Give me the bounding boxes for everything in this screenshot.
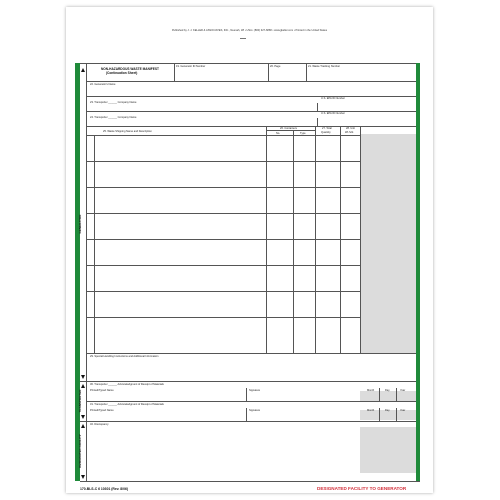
label-signature-31: Signature — [249, 409, 261, 412]
label-year-31: Year — [400, 409, 406, 412]
col-containers-no: No. — [276, 131, 281, 135]
shaded-cell-30 — [360, 391, 416, 401]
field-discrepancy[interactable]: 32. Discrepancy — [90, 423, 109, 426]
field-generator-name[interactable]: 22. Generator's Name — [90, 83, 116, 86]
field-transporter-31[interactable]: 31. Transporter ______ Acknowledgment of Receipt of Materials — [90, 403, 164, 406]
label-printed-name-31: Printed/Typed Name — [90, 409, 114, 412]
label-signature-30: Signature — [249, 389, 261, 392]
label-day-30: Day — [385, 389, 390, 392]
field-tracking-number[interactable]: 21. Waste Tracking Number — [308, 65, 341, 68]
arrow-down-icon — [81, 415, 85, 419]
col-unit-2: Wt./Vol. — [345, 131, 354, 134]
left-green-bar — [75, 63, 80, 481]
publisher-line: Published by J. J. KELLER & ASSOCIATES, INC., Neenah, WI • USA • (800) 327-6868 • www.jjkeller.com • Printed in the United States — [171, 29, 328, 32]
arrow-down-icon — [81, 375, 85, 379]
col-unit-1: 28. Unit — [346, 127, 355, 130]
field-transporter-30[interactable]: 30. Transporter ______ Acknowledgment of Receipt of Materials — [90, 383, 164, 386]
copy-destination-label: DESIGNATED FACILITY TO GENERATOR — [317, 486, 407, 491]
shaded-cell-32 — [360, 427, 416, 473]
arrow-down-icon — [81, 475, 85, 479]
col-shipping-name: 25. Waste Shipping Name and Description — [103, 130, 152, 133]
label-epa-id-23: U.S. EPA ID Number — [321, 97, 345, 100]
arrow-up-icon — [81, 68, 85, 72]
divider — [240, 38, 246, 39]
section-label-transporter: TRANSPORTER — [78, 389, 82, 413]
field-transporter-24[interactable]: 24. Transporter ______ Company Name — [90, 116, 137, 119]
form-title: NON-HAZARDOUS WASTE MANIFEST — [101, 67, 159, 71]
col-total-qty-2: Quantity — [321, 131, 331, 134]
form-subtitle: (Continuation Sheet) — [106, 71, 138, 75]
manifest-page — [66, 7, 433, 493]
arrow-up-icon — [81, 384, 85, 388]
label-month-31: Month — [367, 409, 375, 412]
label-day-31: Day — [385, 409, 390, 412]
field-special-handling[interactable]: 29. Special Handling Instructions and Additional Information — [90, 354, 159, 358]
col-total-qty-1: 27. Total — [322, 127, 332, 130]
label-month-30: Month — [367, 389, 375, 392]
arrow-up-icon — [81, 424, 85, 428]
field-generator-id[interactable]: 19. Generator ID Number — [176, 65, 206, 68]
field-page[interactable]: 20. Page — [270, 65, 281, 68]
field-transporter-23[interactable]: 23. Transporter ______ Company Name — [90, 101, 137, 104]
label-year-30: Year — [400, 389, 406, 392]
section-label-facility: DESIGNATED FACILITY — [78, 434, 82, 468]
right-green-bar — [416, 63, 420, 481]
section-label-generator: GENERATOR — [78, 214, 82, 234]
label-printed-name-30: Printed/Typed Name — [90, 389, 114, 392]
form-number: 170-BLS-C 6 10301 (Rev. 8/06) — [80, 487, 128, 491]
shaded-column — [360, 134, 416, 353]
col-containers: 26. Containers — [280, 126, 297, 130]
label-epa-id-24: U.S. EPA ID Number — [321, 112, 345, 115]
col-containers-type: Type — [300, 131, 306, 135]
